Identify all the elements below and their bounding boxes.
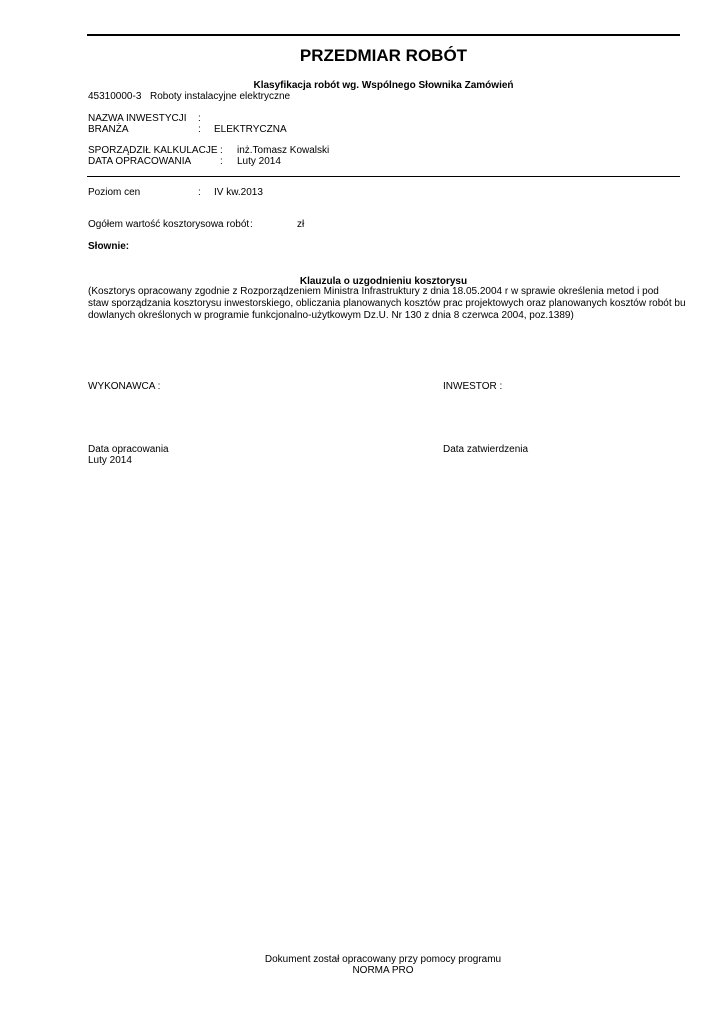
clause-line-3: dowlanych określonych w programie funkcjonalno-użytkowym Dz.U. Nr 130 z dnia 8 czerwca 2004, poz.1389) bbox=[88, 310, 574, 321]
price-level-label: Poziom cen bbox=[88, 187, 141, 198]
investment-name-label: NAZWA INWESTYCJI bbox=[88, 113, 187, 124]
footer-line-2: NORMA PRO bbox=[352, 965, 414, 976]
footer-line-1: Dokument został opracowany przy pomocy programu bbox=[264, 954, 502, 965]
prepared-by-sep: : bbox=[220, 145, 223, 156]
top-rule bbox=[87, 34, 680, 36]
total-value-currency: zł bbox=[297, 219, 305, 230]
dictionary-label: Słownie: bbox=[88, 241, 130, 252]
clause-line-1: (Kosztorys opracowany zgodnie z Rozporządzeniem Ministra Infrastruktury z dnia 18.05.2004 r w sprawie określenia metod i pod bbox=[88, 286, 659, 297]
clause-line-2: staw sporządzania kosztorysu inwestorskiego, obliczania planowanych kosztów prac projektowych oraz planowanych kosztów robót bu bbox=[88, 298, 686, 309]
page-title: PRZEDMIAR ROBÓT bbox=[299, 46, 468, 65]
prepared-date-sep: : bbox=[220, 156, 223, 167]
total-value-sep: : bbox=[250, 219, 253, 230]
price-level-sep: : bbox=[198, 187, 201, 198]
cpv-description: Roboty instalacyjne elektryczne bbox=[150, 91, 291, 102]
cpv-code: 45310000-3 bbox=[88, 91, 142, 102]
prepared-by-label: SPORZĄDZIŁ KALKULACJE bbox=[88, 145, 218, 156]
prepared-by-value: inż.Tomasz Kowalski bbox=[237, 145, 330, 156]
branch-label: BRANŻA bbox=[88, 124, 129, 135]
investor-label: INWESTOR : bbox=[443, 381, 503, 392]
contractor-label: WYKONAWCA : bbox=[88, 381, 161, 392]
investment-name-sep: : bbox=[198, 113, 201, 124]
prepared-date-label: DATA OPRACOWANIA bbox=[88, 156, 192, 167]
total-value-label: Ogółem wartość kosztorysowa robót bbox=[88, 219, 250, 230]
branch-value: ELEKTRYCZNA bbox=[214, 124, 287, 135]
classification-heading: Klasyfikacja robót wg. Wspólnego Słownika Zamówień bbox=[253, 80, 514, 91]
prep-date-label: Data opracowania bbox=[88, 444, 169, 455]
prepared-date-value: Luty 2014 bbox=[237, 156, 281, 167]
clause-heading: Klauzula o uzgodnieniu kosztorysu bbox=[299, 276, 468, 287]
section-rule bbox=[87, 176, 680, 177]
price-level-value: IV kw.2013 bbox=[214, 187, 263, 198]
prep-date-value: Luty 2014 bbox=[88, 455, 132, 466]
approval-date-label: Data zatwierdzenia bbox=[443, 444, 529, 455]
branch-sep: : bbox=[198, 124, 201, 135]
